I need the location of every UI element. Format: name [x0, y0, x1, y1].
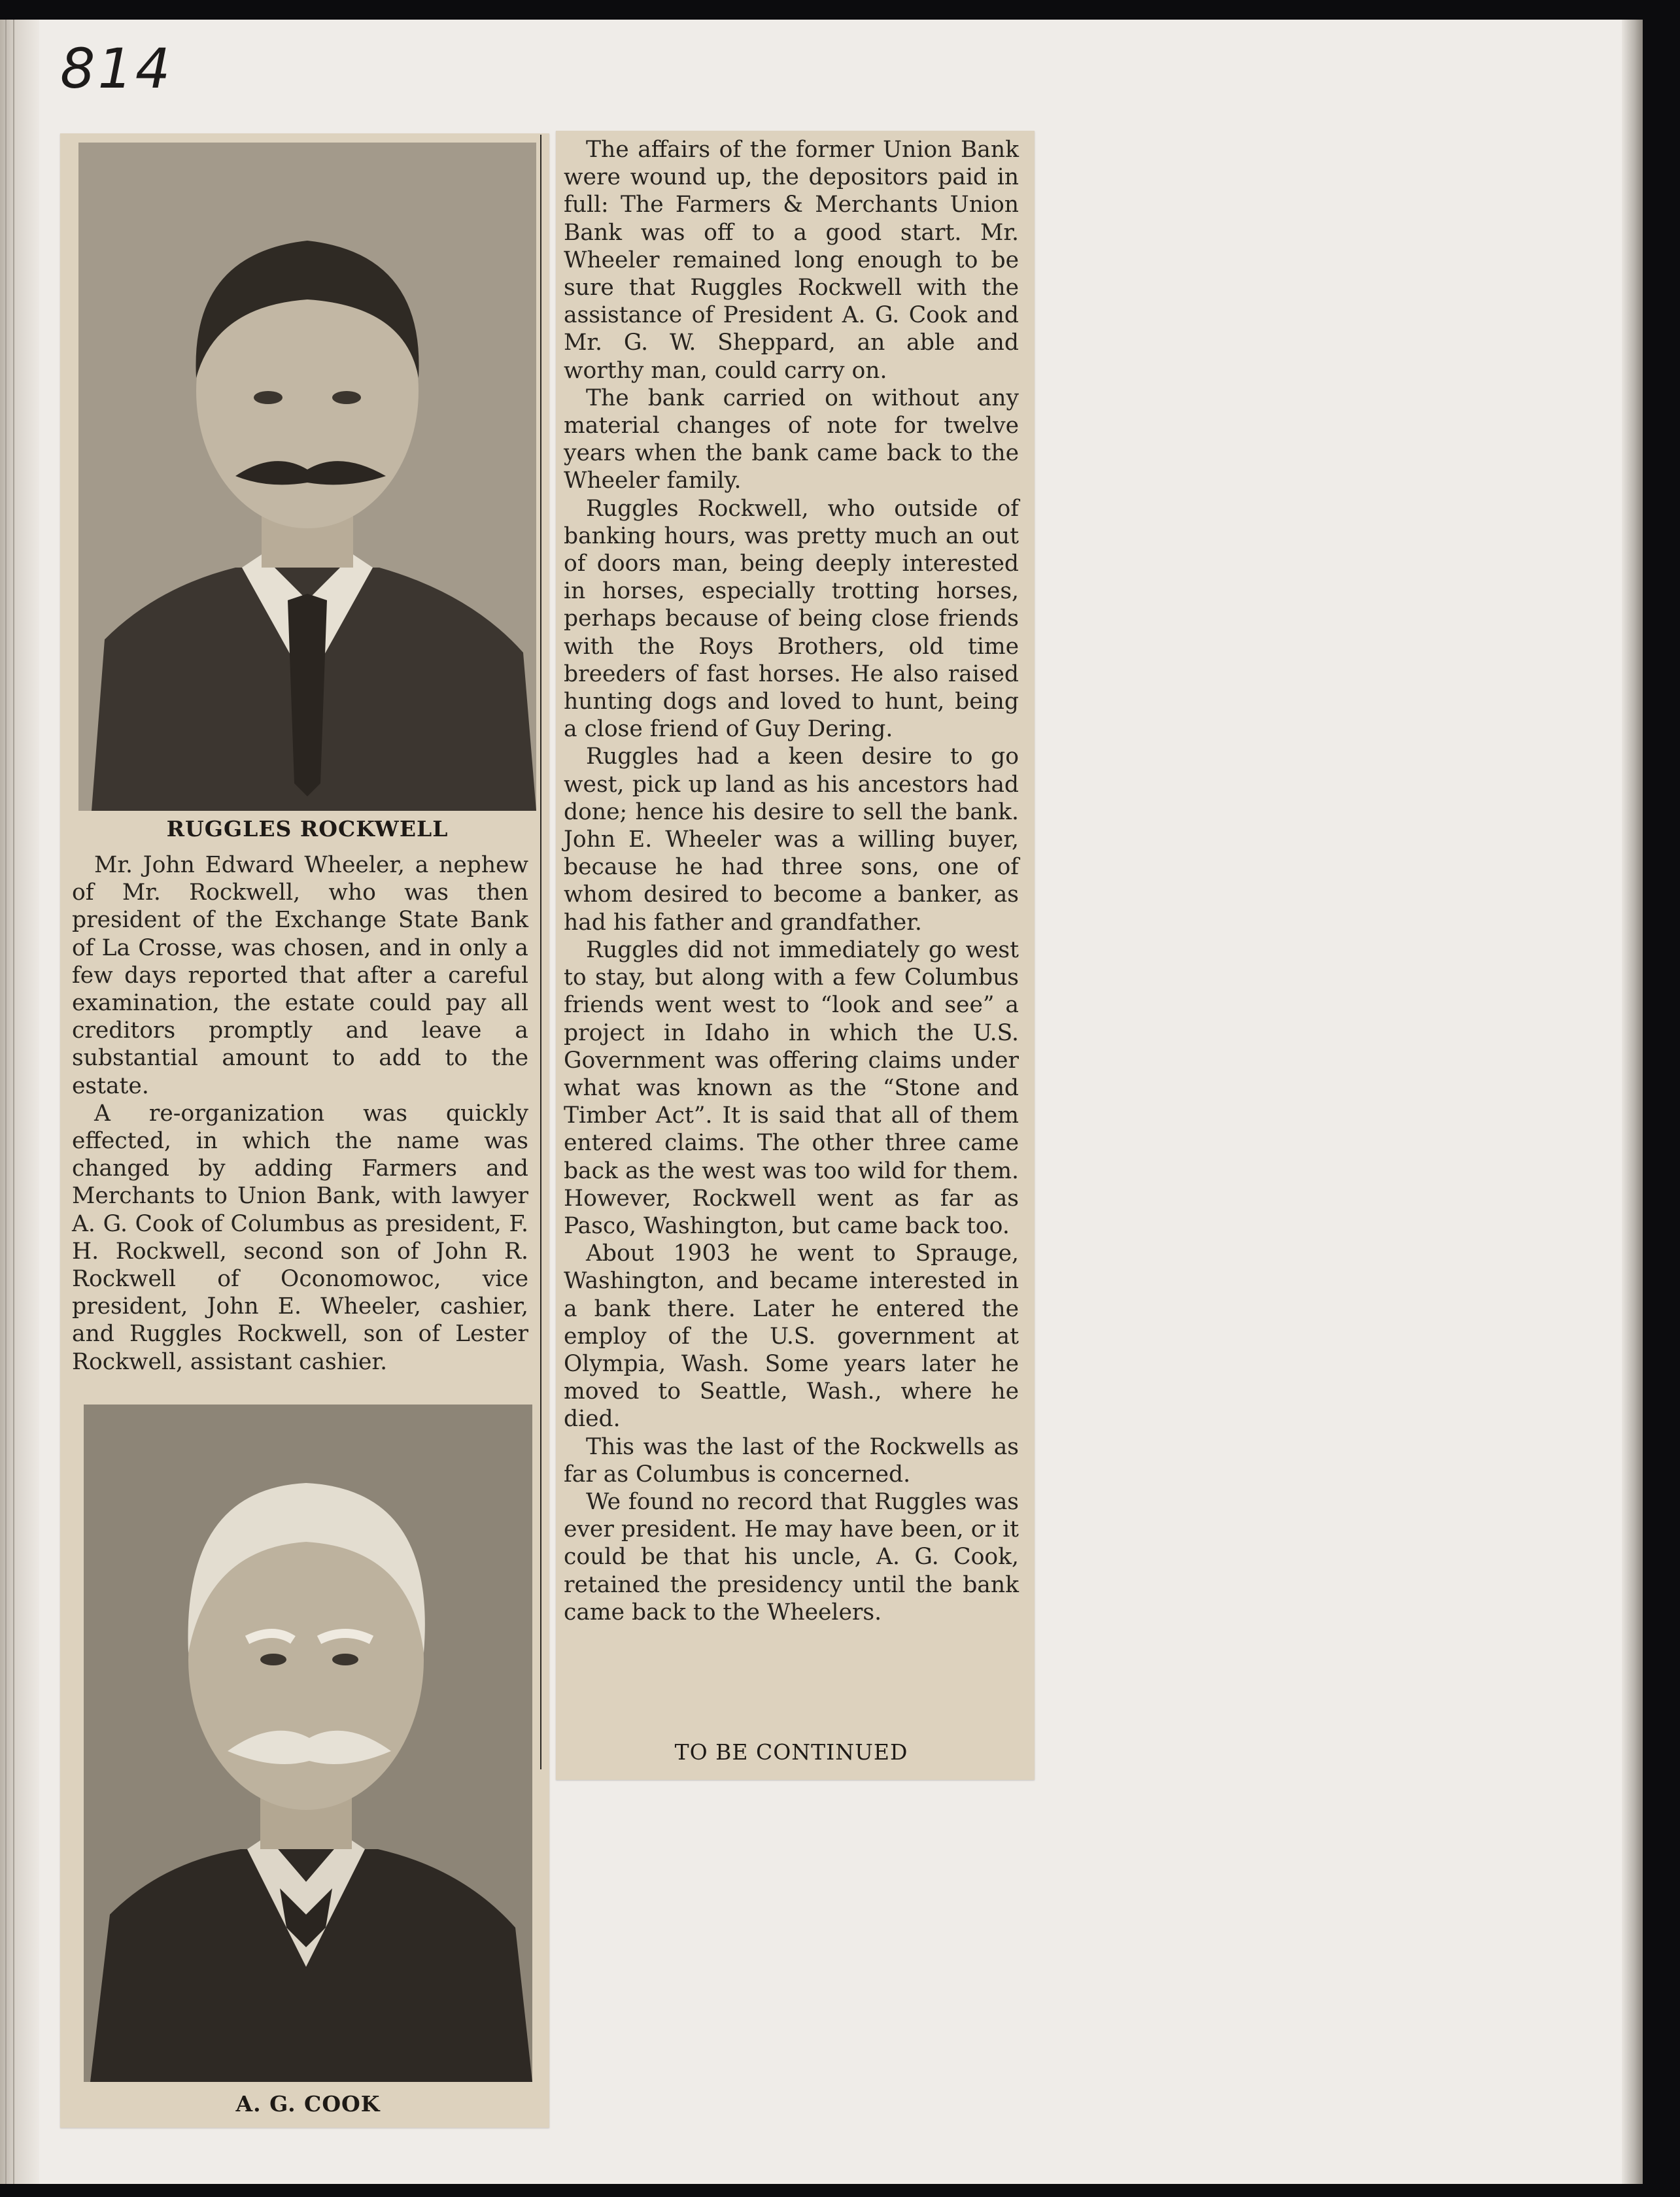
article-paragraph: Ruggles Rockwell, who outside of banking hours, was pretty much an out of doors man, being deeply interested in horses, especially trotting horses, perhaps because of being close friends with the Roys Brothers, old time breeders of fast horses. He also raised hunting dogs and loved to hunt, being a close friend of Guy Dering.	[564, 495, 1019, 743]
photo-caption-ruggles-rockwell: RUGGLES ROCKWELL	[166, 816, 449, 842]
page-number: 814	[60, 37, 173, 101]
binding-edge-line	[13, 20, 14, 2184]
article-paragraph: About 1903 he went to Sprauge, Washington, and became interested in a bank there. Later he entered the employ of the U.S. government at Olympia, Wash. Some years later he moved to Seattle, Wash., where he died.	[564, 1240, 1019, 1433]
article-column-left	[72, 851, 528, 1376]
article-paragraph: A re-organization was quickly effected, in which the name was changed by adding Farmers and Merchants to Union Bank, with lawyer A. G. Cook of Columbus as president, F. H. Rockwell, second son of John R. Rockwell of Oconomowoc, vice president, John E. Wheeler, cashier, and Ruggles Rockwell, son of Lester Rockwell, assistant cashier.	[72, 1100, 528, 1375]
article-column-right	[564, 136, 1019, 1626]
to-be-continued-footer: TO BE CONTINUED	[674, 1739, 908, 1765]
article-paragraph: The affairs of the former Union Bank were wound up, the depositors paid in full: The Farmers & Merchants Union Bank was off to a good start. Mr. Wheeler remained long enough to be sure that Ruggles Rockwell with the assistance of President A. G. Cook and Mr. G. W. Sheppard, an able and worthy man, could carry on.	[564, 137, 1019, 384]
article-paragraph: The bank carried on without any material changes of note for twelve years when the bank came back to the Wheeler family.	[564, 384, 1019, 494]
portrait-photo-ag-cook	[84, 1405, 532, 2082]
article-paragraph: Ruggles did not immediately go west to stay, but along with a few Columbus friends went west to “look and see” a project in Idaho in which the U.S. Government was offering claims under what was known as the “Stone and Timber Act”. It is said that all of them entered claims. The other three came back as the west was too wild for them. However, Rockwell went as far as Pasco, Washington, but came back too.	[564, 936, 1019, 1239]
article-paragraph: We found no record that Ruggles was ever president. He may have been, or it could be that his uncle, A. G. Cook, retained the presidency until the bank came back to the Wheelers.	[564, 1488, 1019, 1626]
article-paragraph: Mr. John Edward Wheeler, a nephew of Mr. Rockwell, who was then president of the Exchange State Bank of La Crosse, was chosen, and in only a few days reported that after a careful examination, the estate could pay all creditors promptly and leave a substantial amount to add to the estate.	[72, 852, 528, 1099]
binding-edge-line	[5, 20, 7, 2184]
page-right-edge	[1622, 20, 1643, 2184]
article-paragraph: This was the last of the Rockwells as far as Columbus is concerned.	[564, 1433, 1019, 1488]
portrait-photo-ruggles-rockwell	[78, 143, 536, 811]
column-rule	[540, 135, 541, 1769]
article-paragraph: Ruggles had a keen desire to go west, pick up land as his ancestors had done; hence his desire to sell the bank. John E. Wheeler was a willing buyer, because he had three sons, one of whom desired to become a banker, as had his father and grandfather.	[564, 743, 1019, 936]
photo-caption-ag-cook: A. G. COOK	[235, 2091, 381, 2117]
